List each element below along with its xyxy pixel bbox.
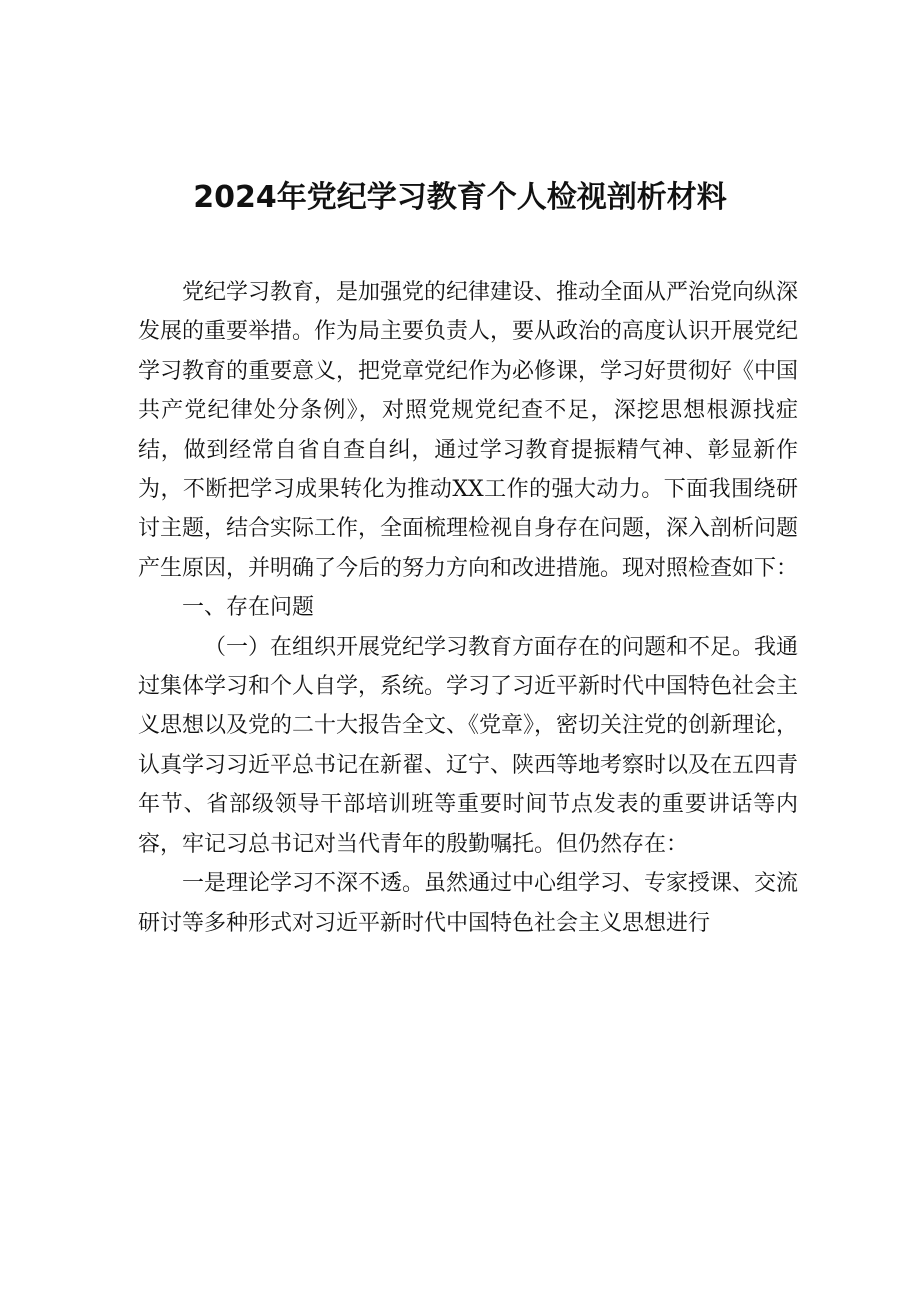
point-paragraph-1: 一是理论学习不深不透。虽然通过中心组学习、专家授课、交流研讨等多种形式对习近平新时代中国特色社会主义思想进行 <box>138 871 799 936</box>
subsection-paragraph-1: （一）在组织开展党纪学习教育方面存在的问题和不足。我通过集体学习和个人自学，系统。学习了习近平新时代中国特色社会主义思想以及党的二十大报告全文、《党章》，密切关注党的创新理论，认真学习习近平总书记在新翟、辽宁、陕西等地考察时以及在五四青年节、省部级领导干部培训班等重要时间节点发表的重要讲话等内容，牢记习总书记对当代青年的殷勤嘱托。但仍然存在： <box>138 634 799 857</box>
section-heading-existing-problems: 一、存在问题 <box>182 595 315 621</box>
document-body <box>138 273 798 943</box>
intro-paragraph: 党纪学习教育，是加强党的纪律建设、推动全面从严治党向纵深发展的重要举措。作为局主要负责人，要从政治的高度认识开展党纪学习教育的重要意义，把党章党纪作为必修课，学习好贯彻好《中国共产党纪律处分条例》，对照党规党纪查不足，深挖思想根源找症结，做到经常自省自查自纠，通过学习教育提振精气神、彰显新作为，不断把学习成果转化为推动XX工作的强大动力。下面我围绕研讨主题，结合实际工作，全面梳理检视自身存在问题，深入剖析问题产生原因，并明确了今后的努力方向和改进措施。现对照检查如下： <box>138 280 799 581</box>
document-title: 2024年党纪学习教育个人检视剖析材料 <box>193 180 727 215</box>
